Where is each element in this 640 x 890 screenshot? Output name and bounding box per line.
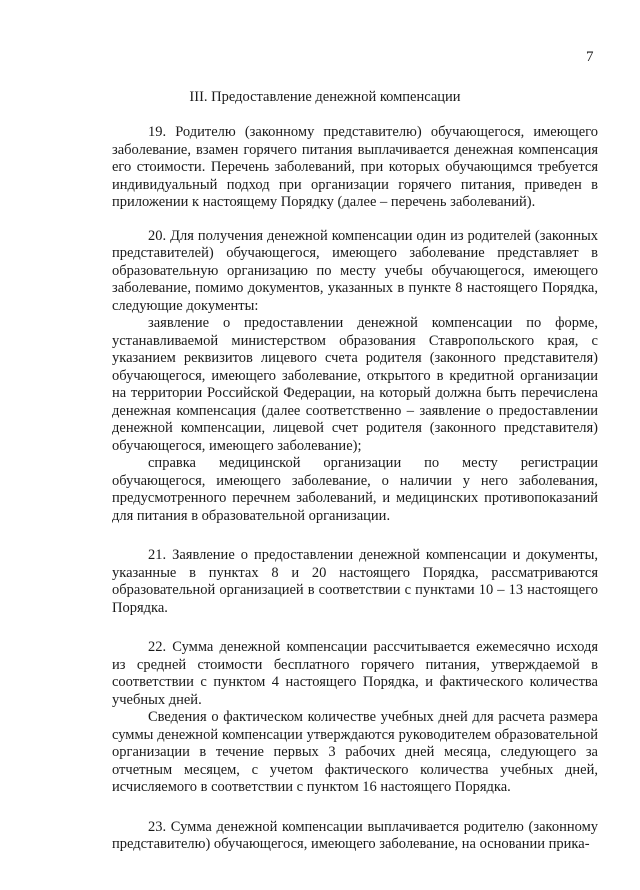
document-body <box>112 124 598 854</box>
paragraph-20: 20. Для получения денежной компенсации один из родителей (законных представителей) обучающегося, имеющего заболевание представляет в образовательную организацию по месту учебы обучающегося, имеющего заболевание, помимо документов, указанных в пункте 8 настоящего Порядка, следующие документы: <box>112 227 598 314</box>
paragraph-22: 22. Сумма денежной компенсации рассчитывается ежемесячно исходя из средней стоимости бесплатного горячего питания, утверждаемой в соответствии с пунктом 4 настоящего Порядка, и фактического количества учебных дней. <box>112 639 598 708</box>
paragraph-23: 23. Сумма денежной компенсации выплачивается родителю (законному представителю) обучающегося, имеющего заболевание, на основании прика- <box>112 818 598 852</box>
paragraph-21: 21. Заявление о предоставлении денежной компенсации и документы, указанные в пунктах 8 и 20 настоящего Порядка, рассматриваются образовательной организацией в соответствии с пунктами 10 – 13 настоящего Порядка. <box>112 547 598 616</box>
section-title: III. Предоставление денежной компенсации <box>189 89 461 105</box>
paragraph-20-medical-certificate: справка медицинской организации по месту регистрации обучающегося, имеющего заболевание, о наличии у него заболевания, предусмотренного перечнем заболеваний, и медицинских противопоказаний для питания в образовательной организации. <box>112 455 598 524</box>
paragraph-19: 19. Родителю (законному представителю) обучающегося, имеющего заболевание, взамен горячего питания выплачивается денежная компенсация его стоимости. Перечень заболеваний, при которых обучающимся требуется индивидуальный подход при организации горячего питания, приведен в приложении к настоящему Порядку (далее – перечень заболеваний). <box>112 124 598 210</box>
page-number: 7 <box>586 49 594 65</box>
paragraph-20-application: заявление о предоставлении денежной компенсации по форме, устанавливаемой министерством образования Ставропольского края, с указанием реквизитов лицевого счета родителя (законного представителя) обучающегося, имеющего заболевание, открытого в кредитной организации на территории Российской Федерации, на который должна быть перечислена денежная компенсация (далее соответственно – заявление о предоставлении денежной компенсации, лицевой счет родителя (законного представителя) обучающегося, имеющего заболевание); <box>112 315 598 454</box>
paragraph-22-school-days: Сведения о фактическом количестве учебных дней для расчета размера суммы денежной компенсации утверждаются руководителем образовательной организации в течение первых 3 рабочих дней месяца, следующего за отчетным месяцем, с учетом фактического количества учебных дней, исчисляемого в соответствии с пунктом 16 настоящего Порядка. <box>112 709 598 795</box>
